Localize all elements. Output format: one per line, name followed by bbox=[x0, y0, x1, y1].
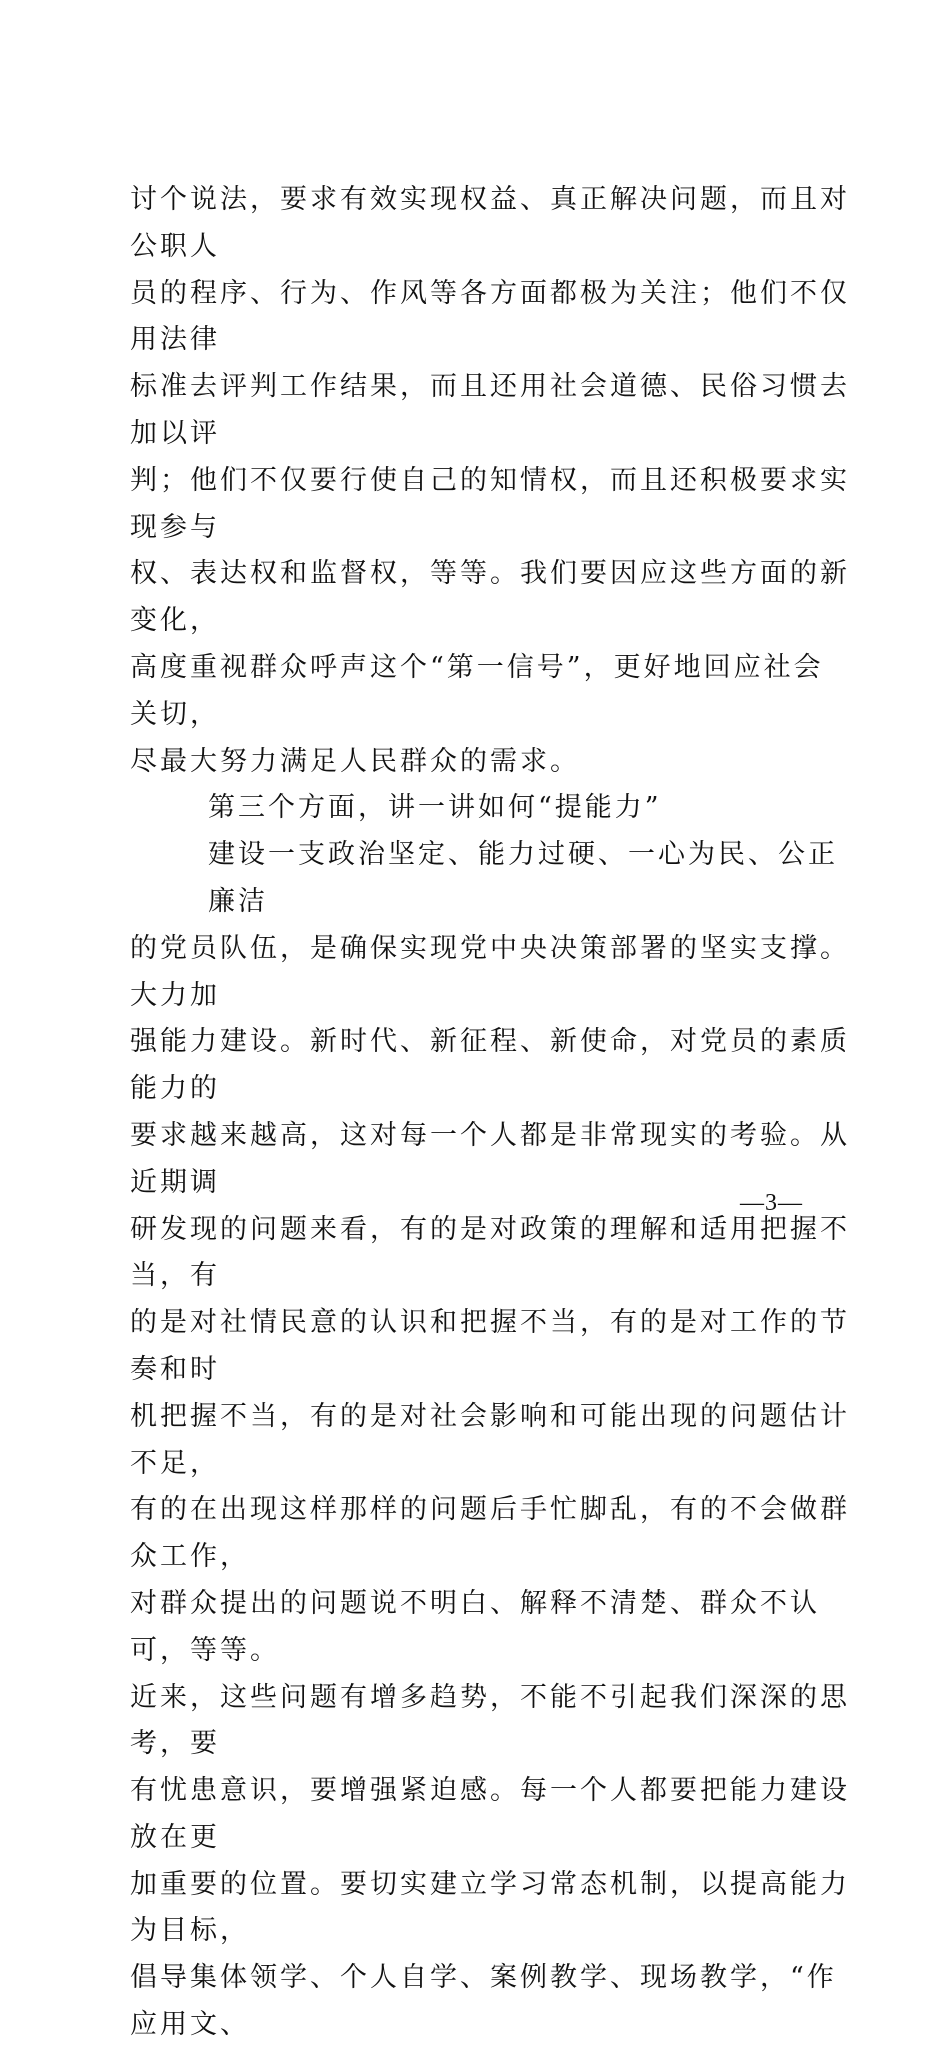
text-line: 判；他们不仅要行使自己的知情权，而且还积极要求实现参与 bbox=[130, 464, 850, 543]
page-number: —3— bbox=[740, 1190, 803, 1216]
text-line: 机把握不当，有的是对社会影响和可能出现的问题估计不足， bbox=[130, 1400, 850, 1479]
document-body bbox=[130, 177, 850, 2049]
text-line: 建设一支政治坚定、能力过硬、一心为民、公正廉洁 bbox=[208, 839, 838, 917]
text-line: 要求越来越高，这对每一个人都是非常现实的考验。从近期调 bbox=[130, 1119, 850, 1198]
text-line: 近来，这些问题有增多趋势，不能不引起我们深深的思考，要 bbox=[130, 1681, 850, 1760]
text-line: 倡导集体领学、个人自学、案例教学、现场教学，“作应用文、 bbox=[130, 1962, 837, 2041]
paragraph-2 bbox=[130, 832, 850, 2049]
text-line: 尽最大努力满足人民群众的需求。 bbox=[130, 745, 580, 777]
text-line: 强能力建设。新时代、新征程、新使命，对党员的素质能力的 bbox=[130, 1026, 850, 1105]
text-line: 对群众提出的问题说不明白、解释不清楚、群众不认可，等等。 bbox=[130, 1587, 820, 1666]
text-line: 加重要的位置。要切实建立学习常态机制，以提高能力为目标， bbox=[130, 1868, 850, 1947]
text-line: 员的程序、行为、作风等各方面都极为关注；他们不仅用法律 bbox=[130, 277, 850, 356]
text-line: 高度重视群众呼声这个“第一信号”，更好地回应社会关切， bbox=[130, 651, 824, 730]
text-line: 权、表达权和监督权，等等。我们要因应这些方面的新变化， bbox=[130, 558, 850, 637]
text-line: 有忧患意识，要增强紧迫感。每一个人都要把能力建设放在更 bbox=[130, 1775, 850, 1853]
text-line: 讨个说法，要求有效实现权益、真正解决问题，而且对公职人 bbox=[130, 184, 850, 262]
section-heading: 第三个方面，讲一讲如何“提能力” bbox=[208, 792, 662, 824]
text-line: 标准去评判工作结果，而且还用社会道德、民俗习惯去加以评 bbox=[130, 371, 850, 449]
text-line: 的是对社情民意的认识和把握不当，有的是对工作的节奏和时 bbox=[130, 1307, 850, 1385]
text-line: 研发现的问题来看，有的是对政策的理解和适用把握不当，有 bbox=[130, 1213, 850, 1292]
paragraph-1 bbox=[130, 177, 850, 785]
text-line: 有的在出现这样那样的问题后手忙脚乱，有的不会做群众工作， bbox=[130, 1494, 850, 1573]
text-line: 的党员队伍，是确保实现党中央决策部署的坚实支撑。大力加 bbox=[130, 932, 850, 1011]
